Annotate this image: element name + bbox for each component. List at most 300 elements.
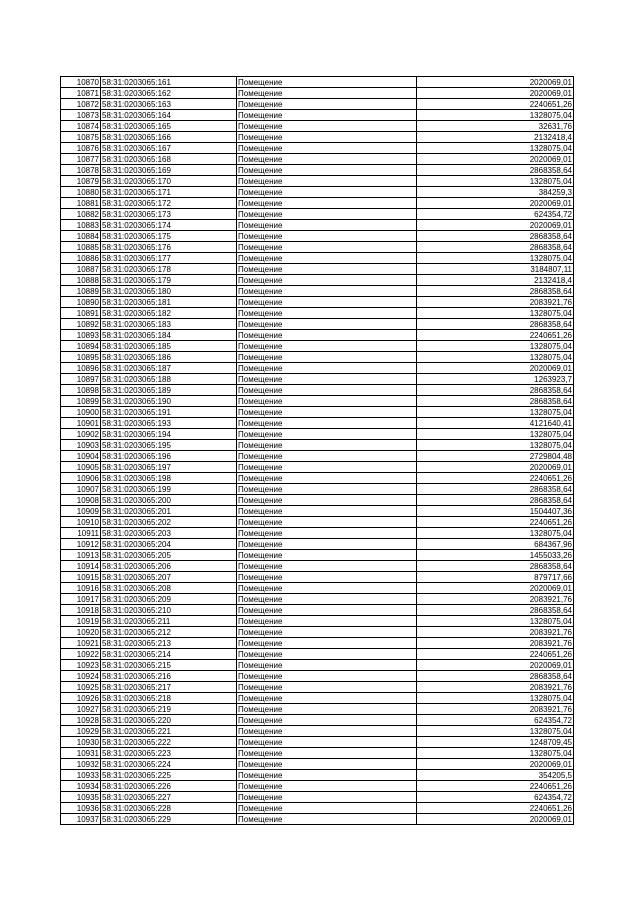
object-type-cell: Помещение	[237, 572, 417, 583]
value-cell: 2020069,01	[417, 363, 574, 374]
table-row	[61, 748, 574, 759]
row-number-cell: 10911	[61, 528, 101, 539]
object-type-cell: Помещение	[237, 275, 417, 286]
row-number-cell: 10871	[61, 88, 101, 99]
cadastral-number-cell: 58:31:0203065:219	[101, 704, 237, 715]
object-type-cell: Помещение	[237, 88, 417, 99]
value-cell: 624354,72	[417, 792, 574, 803]
value-cell: 2020069,01	[417, 814, 574, 825]
value-cell: 624354,72	[417, 715, 574, 726]
table-row	[61, 572, 574, 583]
row-number-cell: 10934	[61, 781, 101, 792]
value-cell: 2132418,4	[417, 132, 574, 143]
value-cell: 2240651,26	[417, 473, 574, 484]
row-number-cell: 10890	[61, 297, 101, 308]
cadastral-number-cell: 58:31:0203065:174	[101, 220, 237, 231]
value-cell: 2868358,64	[417, 286, 574, 297]
object-type-cell: Помещение	[237, 231, 417, 242]
value-cell: 2868358,64	[417, 319, 574, 330]
row-number-cell: 10933	[61, 770, 101, 781]
table-row	[61, 121, 574, 132]
row-number-cell: 10910	[61, 517, 101, 528]
value-cell: 1328075,04	[417, 528, 574, 539]
cadastral-number-cell: 58:31:0203065:166	[101, 132, 237, 143]
value-cell: 2868358,64	[417, 385, 574, 396]
cadastral-number-cell: 58:31:0203065:194	[101, 429, 237, 440]
object-type-cell: Помещение	[237, 143, 417, 154]
table-row	[61, 671, 574, 682]
table-row	[61, 132, 574, 143]
row-number-cell: 10904	[61, 451, 101, 462]
value-cell: 1328075,04	[417, 693, 574, 704]
object-type-cell: Помещение	[237, 715, 417, 726]
row-number-cell: 10896	[61, 363, 101, 374]
value-cell: 2020069,01	[417, 462, 574, 473]
object-type-cell: Помещение	[237, 319, 417, 330]
value-cell: 1328075,04	[417, 352, 574, 363]
object-type-cell: Помещение	[237, 187, 417, 198]
cadastral-number-cell: 58:31:0203065:200	[101, 495, 237, 506]
value-cell: 354205,5	[417, 770, 574, 781]
row-number-cell: 10921	[61, 638, 101, 649]
value-cell: 2083921,76	[417, 627, 574, 638]
value-cell: 3184807,11	[417, 264, 574, 275]
row-number-cell: 10915	[61, 572, 101, 583]
row-number-cell: 10878	[61, 165, 101, 176]
value-cell: 384259,3	[417, 187, 574, 198]
row-number-cell: 10930	[61, 737, 101, 748]
row-number-cell: 10929	[61, 726, 101, 737]
object-type-cell: Помещение	[237, 748, 417, 759]
value-cell: 1328075,04	[417, 110, 574, 121]
document-page	[60, 76, 574, 825]
row-number-cell: 10899	[61, 396, 101, 407]
cadastral-number-cell: 58:31:0203065:193	[101, 418, 237, 429]
table-row	[61, 396, 574, 407]
table-row	[61, 484, 574, 495]
cadastral-number-cell: 58:31:0203065:217	[101, 682, 237, 693]
object-type-cell: Помещение	[237, 110, 417, 121]
table-row	[61, 792, 574, 803]
row-number-cell: 10905	[61, 462, 101, 473]
object-type-cell: Помещение	[237, 462, 417, 473]
table-row	[61, 583, 574, 594]
cadastral-number-cell: 58:31:0203065:218	[101, 693, 237, 704]
object-type-cell: Помещение	[237, 264, 417, 275]
table-row	[61, 528, 574, 539]
row-number-cell: 10908	[61, 495, 101, 506]
row-number-cell: 10917	[61, 594, 101, 605]
row-number-cell: 10893	[61, 330, 101, 341]
cadastral-number-cell: 58:31:0203065:225	[101, 770, 237, 781]
object-type-cell: Помещение	[237, 792, 417, 803]
table-row	[61, 88, 574, 99]
table-row	[61, 418, 574, 429]
table-row	[61, 165, 574, 176]
cadastral-number-cell: 58:31:0203065:191	[101, 407, 237, 418]
value-cell: 2020069,01	[417, 88, 574, 99]
table-row	[61, 539, 574, 550]
value-cell: 2868358,64	[417, 495, 574, 506]
cadastral-number-cell: 58:31:0203065:215	[101, 660, 237, 671]
object-type-cell: Помещение	[237, 495, 417, 506]
cadastral-number-cell: 58:31:0203065:216	[101, 671, 237, 682]
cadastral-number-cell: 58:31:0203065:171	[101, 187, 237, 198]
object-type-cell: Помещение	[237, 407, 417, 418]
cadastral-number-cell: 58:31:0203065:221	[101, 726, 237, 737]
row-number-cell: 10937	[61, 814, 101, 825]
row-number-cell: 10889	[61, 286, 101, 297]
cadastral-number-cell: 58:31:0203065:184	[101, 330, 237, 341]
row-number-cell: 10919	[61, 616, 101, 627]
value-cell: 2020069,01	[417, 660, 574, 671]
table-row	[61, 759, 574, 770]
table-row	[61, 550, 574, 561]
object-type-cell: Помещение	[237, 737, 417, 748]
row-number-cell: 10907	[61, 484, 101, 495]
row-number-cell: 10914	[61, 561, 101, 572]
value-cell: 2020069,01	[417, 220, 574, 231]
object-type-cell: Помещение	[237, 726, 417, 737]
table-row	[61, 726, 574, 737]
table-row	[61, 286, 574, 297]
object-type-cell: Помещение	[237, 594, 417, 605]
cadastral-number-cell: 58:31:0203065:201	[101, 506, 237, 517]
object-type-cell: Помещение	[237, 363, 417, 374]
value-cell: 2020069,01	[417, 583, 574, 594]
value-cell: 1328075,04	[417, 748, 574, 759]
cadastral-number-cell: 58:31:0203065:198	[101, 473, 237, 484]
cadastral-number-cell: 58:31:0203065:227	[101, 792, 237, 803]
object-type-cell: Помещение	[237, 638, 417, 649]
row-number-cell: 10887	[61, 264, 101, 275]
value-cell: 1328075,04	[417, 143, 574, 154]
table-row	[61, 297, 574, 308]
object-type-cell: Помещение	[237, 286, 417, 297]
value-cell: 1328075,04	[417, 341, 574, 352]
row-number-cell: 10880	[61, 187, 101, 198]
row-number-cell: 10876	[61, 143, 101, 154]
row-number-cell: 10916	[61, 583, 101, 594]
object-type-cell: Помещение	[237, 649, 417, 660]
cadastral-number-cell: 58:31:0203065:228	[101, 803, 237, 814]
registry-table-body	[61, 77, 574, 825]
value-cell: 2083921,76	[417, 704, 574, 715]
table-row	[61, 462, 574, 473]
table-row	[61, 187, 574, 198]
value-cell: 2240651,26	[417, 649, 574, 660]
value-cell: 2240651,26	[417, 803, 574, 814]
row-number-cell: 10894	[61, 341, 101, 352]
row-number-cell: 10924	[61, 671, 101, 682]
value-cell: 1328075,04	[417, 407, 574, 418]
value-cell: 2240651,26	[417, 517, 574, 528]
value-cell: 2083921,76	[417, 594, 574, 605]
value-cell: 2868358,64	[417, 242, 574, 253]
row-number-cell: 10874	[61, 121, 101, 132]
object-type-cell: Помещение	[237, 616, 417, 627]
table-row	[61, 429, 574, 440]
object-type-cell: Помещение	[237, 253, 417, 264]
row-number-cell: 10926	[61, 693, 101, 704]
row-number-cell: 10873	[61, 110, 101, 121]
object-type-cell: Помещение	[237, 550, 417, 561]
object-type-cell: Помещение	[237, 517, 417, 528]
table-row	[61, 385, 574, 396]
row-number-cell: 10925	[61, 682, 101, 693]
table-row	[61, 77, 574, 88]
value-cell: 2729804,48	[417, 451, 574, 462]
row-number-cell: 10895	[61, 352, 101, 363]
object-type-cell: Помещение	[237, 220, 417, 231]
table-row	[61, 704, 574, 715]
cadastral-number-cell: 58:31:0203065:183	[101, 319, 237, 330]
row-number-cell: 10886	[61, 253, 101, 264]
cadastral-number-cell: 58:31:0203065:175	[101, 231, 237, 242]
table-row	[61, 407, 574, 418]
table-row	[61, 143, 574, 154]
cadastral-number-cell: 58:31:0203065:206	[101, 561, 237, 572]
value-cell: 2240651,26	[417, 330, 574, 341]
object-type-cell: Помещение	[237, 759, 417, 770]
cadastral-number-cell: 58:31:0203065:223	[101, 748, 237, 759]
row-number-cell: 10918	[61, 605, 101, 616]
object-type-cell: Помещение	[237, 473, 417, 484]
value-cell: 2240651,26	[417, 781, 574, 792]
cadastral-number-cell: 58:31:0203065:202	[101, 517, 237, 528]
object-type-cell: Помещение	[237, 132, 417, 143]
value-cell: 1328075,04	[417, 429, 574, 440]
cadastral-number-cell: 58:31:0203065:204	[101, 539, 237, 550]
table-row	[61, 715, 574, 726]
cadastral-number-cell: 58:31:0203065:212	[101, 627, 237, 638]
table-row	[61, 473, 574, 484]
object-type-cell: Помещение	[237, 209, 417, 220]
value-cell: 2132418,4	[417, 275, 574, 286]
value-cell: 1455033,26	[417, 550, 574, 561]
value-cell: 2083921,76	[417, 297, 574, 308]
value-cell: 2868358,64	[417, 165, 574, 176]
table-row	[61, 275, 574, 286]
row-number-cell: 10897	[61, 374, 101, 385]
object-type-cell: Помещение	[237, 814, 417, 825]
row-number-cell: 10888	[61, 275, 101, 286]
object-type-cell: Помещение	[237, 198, 417, 209]
object-type-cell: Помещение	[237, 682, 417, 693]
value-cell: 2240651,26	[417, 99, 574, 110]
object-type-cell: Помещение	[237, 671, 417, 682]
cadastral-number-cell: 58:31:0203065:208	[101, 583, 237, 594]
row-number-cell: 10909	[61, 506, 101, 517]
cadastral-number-cell: 58:31:0203065:187	[101, 363, 237, 374]
table-row	[61, 176, 574, 187]
table-row	[61, 440, 574, 451]
value-cell: 2083921,76	[417, 682, 574, 693]
object-type-cell: Помещение	[237, 539, 417, 550]
cadastral-number-cell: 58:31:0203065:188	[101, 374, 237, 385]
row-number-cell: 10906	[61, 473, 101, 484]
row-number-cell: 10931	[61, 748, 101, 759]
registry-table	[60, 76, 574, 825]
table-row	[61, 517, 574, 528]
table-row	[61, 319, 574, 330]
value-cell: 2868358,64	[417, 605, 574, 616]
value-cell: 2868358,64	[417, 484, 574, 495]
table-row	[61, 693, 574, 704]
value-cell: 879717,66	[417, 572, 574, 583]
value-cell: 684367,96	[417, 539, 574, 550]
value-cell: 2868358,64	[417, 561, 574, 572]
cadastral-number-cell: 58:31:0203065:164	[101, 110, 237, 121]
row-number-cell: 10879	[61, 176, 101, 187]
cadastral-number-cell: 58:31:0203065:210	[101, 605, 237, 616]
table-row	[61, 198, 574, 209]
cadastral-number-cell: 58:31:0203065:195	[101, 440, 237, 451]
row-number-cell: 10872	[61, 99, 101, 110]
table-row	[61, 451, 574, 462]
table-row	[61, 627, 574, 638]
cadastral-number-cell: 58:31:0203065:226	[101, 781, 237, 792]
object-type-cell: Помещение	[237, 330, 417, 341]
cadastral-number-cell: 58:31:0203065:214	[101, 649, 237, 660]
table-row	[61, 561, 574, 572]
table-row	[61, 495, 574, 506]
row-number-cell: 10875	[61, 132, 101, 143]
row-number-cell: 10928	[61, 715, 101, 726]
cadastral-number-cell: 58:31:0203065:224	[101, 759, 237, 770]
object-type-cell: Помещение	[237, 693, 417, 704]
table-row	[61, 363, 574, 374]
table-row	[61, 814, 574, 825]
row-number-cell: 10912	[61, 539, 101, 550]
value-cell: 1328075,04	[417, 253, 574, 264]
row-number-cell: 10885	[61, 242, 101, 253]
value-cell: 2020069,01	[417, 77, 574, 88]
cadastral-number-cell: 58:31:0203065:177	[101, 253, 237, 264]
cadastral-number-cell: 58:31:0203065:165	[101, 121, 237, 132]
value-cell: 1328075,04	[417, 308, 574, 319]
value-cell: 1328075,04	[417, 440, 574, 451]
row-number-cell: 10870	[61, 77, 101, 88]
object-type-cell: Помещение	[237, 440, 417, 451]
value-cell: 2868358,64	[417, 671, 574, 682]
cadastral-number-cell: 58:31:0203065:211	[101, 616, 237, 627]
table-row	[61, 330, 574, 341]
row-number-cell: 10913	[61, 550, 101, 561]
table-row	[61, 770, 574, 781]
cadastral-number-cell: 58:31:0203065:162	[101, 88, 237, 99]
cadastral-number-cell: 58:31:0203065:207	[101, 572, 237, 583]
cadastral-number-cell: 58:31:0203065:180	[101, 286, 237, 297]
row-number-cell: 10898	[61, 385, 101, 396]
cadastral-number-cell: 58:31:0203065:176	[101, 242, 237, 253]
object-type-cell: Помещение	[237, 308, 417, 319]
object-type-cell: Помещение	[237, 583, 417, 594]
value-cell: 2868358,64	[417, 396, 574, 407]
object-type-cell: Помещение	[237, 77, 417, 88]
table-row	[61, 220, 574, 231]
object-type-cell: Помещение	[237, 561, 417, 572]
cadastral-number-cell: 58:31:0203065:163	[101, 99, 237, 110]
value-cell: 4121640,41	[417, 418, 574, 429]
row-number-cell: 10891	[61, 308, 101, 319]
row-number-cell: 10920	[61, 627, 101, 638]
table-row	[61, 594, 574, 605]
value-cell: 2020069,01	[417, 759, 574, 770]
cadastral-number-cell: 58:31:0203065:169	[101, 165, 237, 176]
object-type-cell: Помещение	[237, 418, 417, 429]
cadastral-number-cell: 58:31:0203065:190	[101, 396, 237, 407]
cadastral-number-cell: 58:31:0203065:167	[101, 143, 237, 154]
object-type-cell: Помещение	[237, 396, 417, 407]
cadastral-number-cell: 58:31:0203065:196	[101, 451, 237, 462]
cadastral-number-cell: 58:31:0203065:182	[101, 308, 237, 319]
table-row	[61, 638, 574, 649]
row-number-cell: 10884	[61, 231, 101, 242]
cadastral-number-cell: 58:31:0203065:213	[101, 638, 237, 649]
object-type-cell: Помещение	[237, 165, 417, 176]
table-row	[61, 308, 574, 319]
value-cell: 2083921,76	[417, 638, 574, 649]
row-number-cell: 10936	[61, 803, 101, 814]
table-row	[61, 264, 574, 275]
value-cell: 1263923,7	[417, 374, 574, 385]
row-number-cell: 10902	[61, 429, 101, 440]
object-type-cell: Помещение	[237, 660, 417, 671]
object-type-cell: Помещение	[237, 781, 417, 792]
object-type-cell: Помещение	[237, 297, 417, 308]
object-type-cell: Помещение	[237, 176, 417, 187]
table-row	[61, 649, 574, 660]
cadastral-number-cell: 58:31:0203065:168	[101, 154, 237, 165]
object-type-cell: Помещение	[237, 704, 417, 715]
cadastral-number-cell: 58:31:0203065:197	[101, 462, 237, 473]
row-number-cell: 10901	[61, 418, 101, 429]
table-row	[61, 660, 574, 671]
table-row	[61, 231, 574, 242]
row-number-cell: 10922	[61, 649, 101, 660]
object-type-cell: Помещение	[237, 429, 417, 440]
row-number-cell: 10881	[61, 198, 101, 209]
table-row	[61, 374, 574, 385]
cadastral-number-cell: 58:31:0203065:209	[101, 594, 237, 605]
object-type-cell: Помещение	[237, 121, 417, 132]
object-type-cell: Помещение	[237, 154, 417, 165]
object-type-cell: Помещение	[237, 528, 417, 539]
row-number-cell: 10883	[61, 220, 101, 231]
row-number-cell: 10935	[61, 792, 101, 803]
table-row	[61, 616, 574, 627]
table-row	[61, 737, 574, 748]
value-cell: 1248709,45	[417, 737, 574, 748]
object-type-cell: Помещение	[237, 770, 417, 781]
value-cell: 1328075,04	[417, 726, 574, 737]
object-type-cell: Помещение	[237, 352, 417, 363]
table-row	[61, 781, 574, 792]
object-type-cell: Помещение	[237, 99, 417, 110]
table-row	[61, 605, 574, 616]
cadastral-number-cell: 58:31:0203065:181	[101, 297, 237, 308]
cadastral-number-cell: 58:31:0203065:205	[101, 550, 237, 561]
object-type-cell: Помещение	[237, 374, 417, 385]
value-cell: 1328075,04	[417, 176, 574, 187]
row-number-cell: 10892	[61, 319, 101, 330]
table-row	[61, 682, 574, 693]
value-cell: 2020069,01	[417, 154, 574, 165]
cadastral-number-cell: 58:31:0203065:189	[101, 385, 237, 396]
cadastral-number-cell: 58:31:0203065:222	[101, 737, 237, 748]
table-row	[61, 352, 574, 363]
